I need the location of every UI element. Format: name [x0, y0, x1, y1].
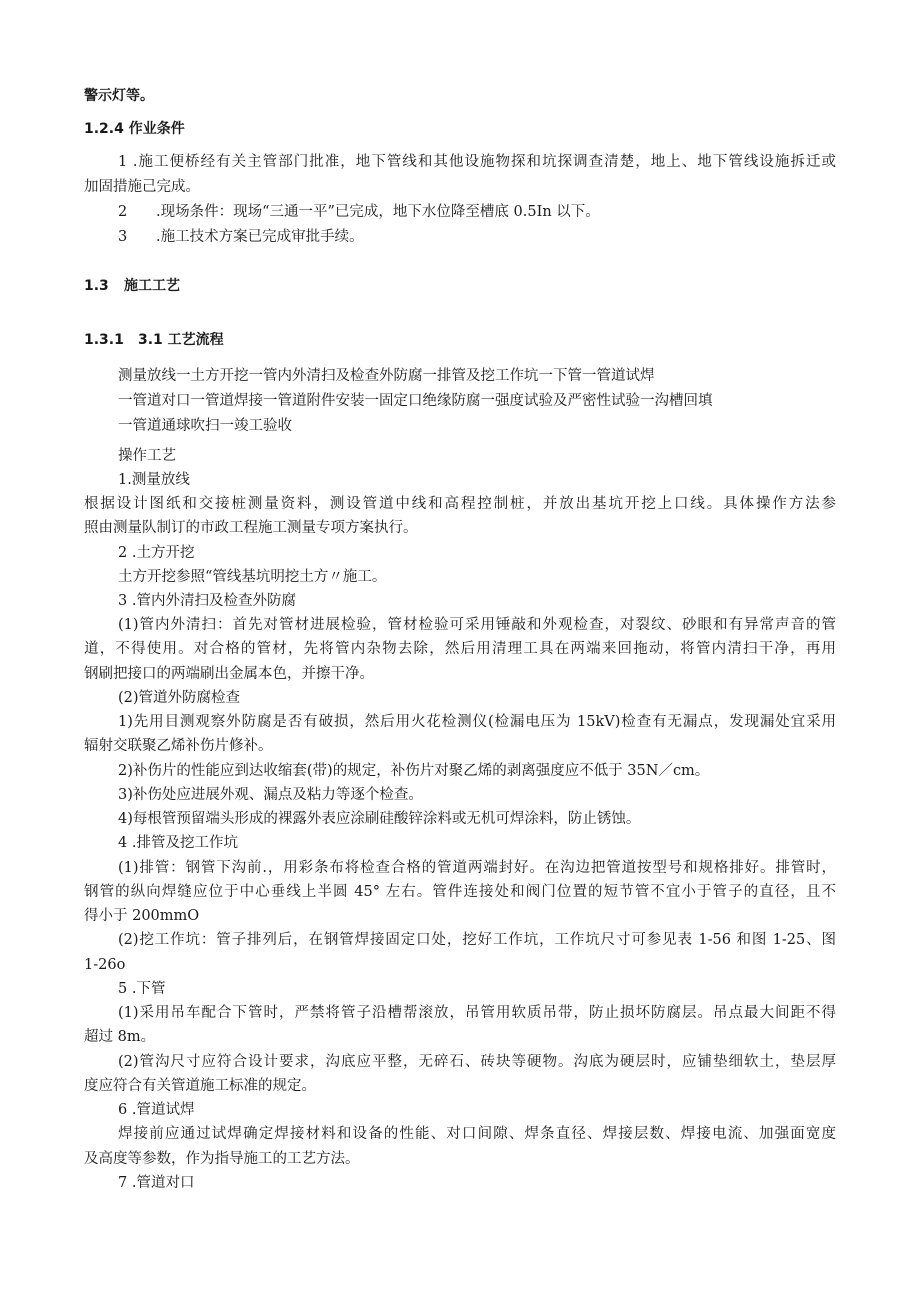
paragraph-line: 根据设计图纸和交接桩测量资料，测设管道中线和高程控制桩，并放出基坑开挖上口线。具体操作方法参	[84, 496, 836, 512]
list-number: 2	[118, 204, 128, 220]
text-line: 警示灯等。	[84, 88, 154, 104]
subheading: 1.测量放线	[118, 472, 190, 488]
paragraph-line: (1)排管：钢管下沟前.，用彩条布将检查合格的管道两端封好。在沟边把管道按型号和规格排好。排管时，	[118, 860, 836, 876]
paragraph-line: (1)管内外清扫：首先对管材进展检验，管材检验可采用锤敲和外观检查，对裂纹、砂眼和有异常声音的管	[118, 617, 836, 633]
subheading: 4 .排管及挖工作坑	[118, 835, 238, 851]
paragraph-line: 度应符合有关管道施工标准的规定。	[84, 1078, 316, 1094]
paragraph-line: 得小于 200mmO	[84, 908, 200, 924]
list-item-text: .现场条件：现场“三通一平”已完成，地下水位降至槽底 0.5In 以下。	[156, 204, 600, 220]
paragraph-line: 1)先用目测观察外防腐是否有破损，然后用火花检测仪(检漏电压为 15kV)检查有无漏点，发现漏处宜采用	[118, 714, 836, 730]
list-item-text: .施工技术方案已完成审批手续。	[156, 229, 364, 245]
paragraph-line: 钢刷把接口的两端刷出金属本色，并擦干净。	[84, 666, 374, 682]
section-heading: 施工工艺	[124, 278, 180, 294]
paragraph-line: (2)管沟尺寸应符合设计要求，沟底应平整，无碎石、砖块等硬物。沟底为硬层时，应铺垫细软土，垫层厚	[118, 1054, 836, 1070]
subheading: 6 .管道试焊	[118, 1102, 195, 1118]
subheading: 2 .土方开挖	[118, 545, 195, 561]
paragraph-line: 照由测量队制订的市政工程施工测量专项方案执行。	[84, 520, 418, 536]
process-flow-line: 一管道对口一管道焊接一管道附件安装一固定口绝缘防腐一强度试验及严密性试验一沟槽回填	[118, 393, 713, 409]
paragraph-line: 钢管的纵向焊缝应位于中心垂线上半圆 45° 左右。管件连接处和阀门位置的短节管不宜小于管子的直径，且不	[84, 884, 836, 900]
paragraph-line: 3)补伤处应进展外观、漏点及粘力等逐个检查。	[118, 787, 423, 803]
section-number: 1.3	[84, 278, 109, 294]
paragraph-line: 土方开挖参照“管线基坑明挖土方〃施工。	[118, 569, 387, 585]
paragraph-line: 加固措施己完成。	[84, 179, 200, 195]
subheading: 3 .管内外清扫及检查外防腐	[118, 593, 296, 609]
subheading: (2)管道外防腐检查	[118, 690, 241, 706]
paragraph-line: (2)挖工作坑：管子排列后，在钢管焊接固定口处，挖好工作坑，工作坑尺寸可参见表 1-56 和图 1-25、图	[118, 932, 836, 948]
paragraph-line: 道，不得使用。对合格的管材，先将管内杂物去除，然后用清理工具在两端来回拖动，将管内清扫干净，再用	[84, 641, 836, 657]
subheading: 5 .下管	[118, 981, 166, 997]
paragraph-line: 1 .施工便桥经有关主管部门批准，地下管线和其他设施物探和坑探调查清楚，地上、地下管线设施拆迁或	[118, 154, 836, 170]
paragraph-line: 焊接前应通过试焊确定焊接材料和设备的性能、对口间隙、焊条直径、焊接层数、焊接电流、加强面宽度	[118, 1126, 836, 1142]
section-heading: 3.1 工艺流程	[138, 332, 224, 348]
section-heading: 1.2.4 作业条件	[84, 121, 185, 137]
paragraph-line: 1-26o	[84, 957, 126, 973]
paragraph-line: 及高度等参数，作为指导施工的工艺方法。	[84, 1151, 360, 1167]
paragraph-line: 4)每根管预留端头形成的裸露外表应涂刷硅酸锌涂料或无机可焊涂料，防止锈蚀。	[118, 811, 641, 827]
paragraph-line: 超过 8m。	[84, 1029, 156, 1045]
section-number: 1.3.1	[84, 332, 124, 348]
paragraph-line: 2)补伤片的性能应到达收缩套(带)的规定，补伤片对聚乙烯的剥离强度应不低于 35N／cm。	[118, 763, 710, 779]
process-flow-line: 测量放线一土方开挖一管内外清扫及检查外防腐一排管及挖工作坑一下管一管道试焊	[118, 368, 655, 384]
paragraph-line: 辐射交联聚乙烯补伤片修补。	[84, 738, 273, 754]
subheading: 操作工艺	[118, 448, 176, 464]
list-number: 3	[118, 229, 128, 245]
subheading: 7 .管道对口	[118, 1175, 195, 1191]
paragraph-line: (1)采用吊车配合下管时，严禁将管子沿槽帮滚放，吊管用软质吊带，防止损坏防腐层。吊点最大间距不得	[118, 1005, 836, 1021]
process-flow-line: 一管道通球吹扫一竣工验收	[118, 418, 292, 434]
